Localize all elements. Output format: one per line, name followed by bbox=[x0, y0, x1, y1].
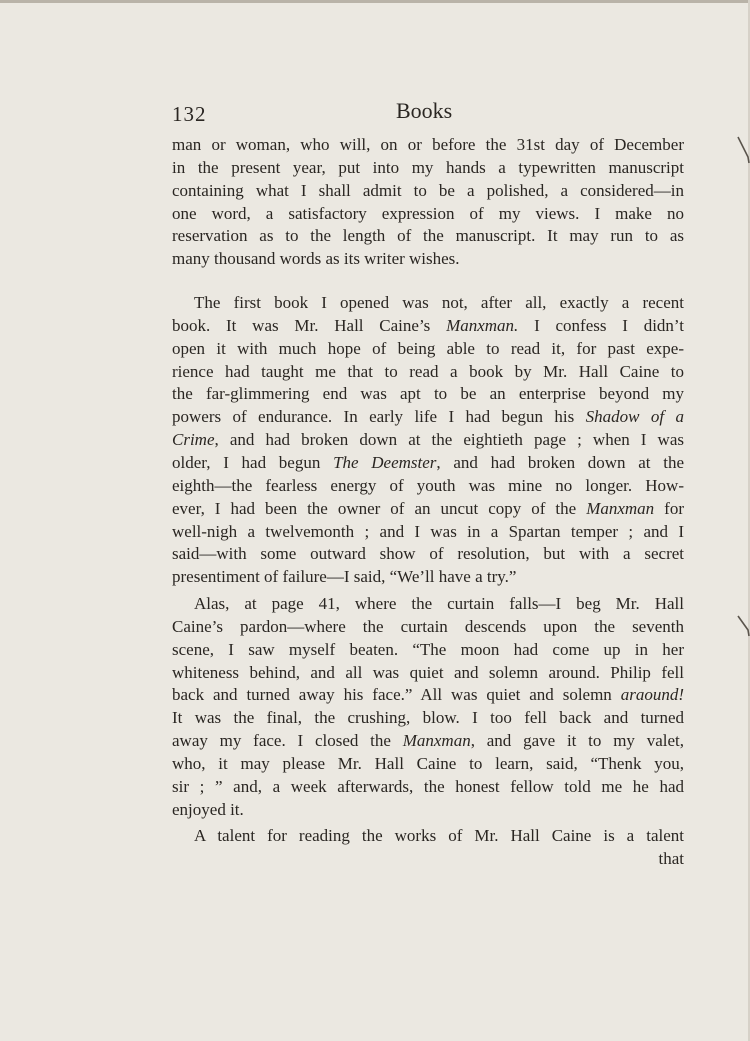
book-title: Shadow of a bbox=[585, 407, 685, 427]
text-line: It was the final, the crushing, blow. I too fell back and turned bbox=[172, 708, 684, 728]
text-line: who, it may please Mr. Hall Caine to learn, said, “Thenk you, bbox=[172, 753, 684, 773]
margin-mark bbox=[736, 135, 750, 165]
text-line: enjoyed it. bbox=[172, 799, 244, 819]
text-line: A talent for reading the works of Mr. Hall Caine is a talent bbox=[194, 826, 684, 846]
text-line: containing what I shall admit to be a polished, a considered—in bbox=[172, 180, 684, 200]
text-line: rience had taught me that to read a book by Mr. Hall Caine to bbox=[172, 361, 684, 381]
text-line: presentiment of failure—I said, “We’ll have a try.” bbox=[172, 567, 517, 587]
text-line: Crime, and had broken down at the eightieth page ; when I was bbox=[172, 430, 684, 450]
page-edge bbox=[0, 0, 750, 3]
text-line: sir ; ” and, a week afterwards, the honest fellow told me he had bbox=[172, 776, 684, 796]
book-title: Manxman bbox=[402, 731, 471, 751]
text-line: older, I had begun The Deemster, and had broken down at the bbox=[172, 452, 684, 472]
text-line: ever, I had been the owner of an uncut copy of the Manxman for bbox=[172, 498, 684, 518]
book-title: The Deemster bbox=[333, 452, 437, 472]
text-line: many thousand words as its writer wishes. bbox=[172, 249, 460, 269]
catchword: that bbox=[658, 849, 684, 869]
text-line: back and turned away his face.” All was quiet and solemn araound! bbox=[172, 685, 684, 705]
text-line: one word, a satisfactory expression of my views. I make no bbox=[172, 203, 684, 223]
running-head: Books bbox=[396, 98, 453, 123]
text-line: scene, I saw myself beaten. “The moon had come up in her bbox=[172, 639, 684, 659]
text-line: The first book I opened was not, after all, exactly a recent bbox=[194, 293, 684, 313]
text-line: Caine’s pardon—where the curtain descends upon the seventh bbox=[172, 616, 684, 636]
text-line: the far-glimmering end was apt to be an enterprise beyond my bbox=[172, 384, 684, 404]
body-text bbox=[172, 134, 684, 871]
margin-mark bbox=[736, 612, 750, 642]
text-line: in the present year, put into my hands a typewritten manuscript bbox=[172, 157, 684, 177]
text-line: reservation as to the length of the manuscript. It may run to as bbox=[172, 226, 684, 246]
text-line: open it with much hope of being able to read it, for past expe- bbox=[172, 338, 684, 358]
book-title: Crime bbox=[172, 430, 215, 450]
paragraph bbox=[172, 292, 684, 589]
page-number: 132 bbox=[172, 102, 207, 126]
paragraph-gap bbox=[172, 271, 684, 292]
book-title: Manxman. bbox=[446, 315, 519, 335]
book-title: Manxman bbox=[586, 498, 655, 518]
text-line: man or woman, who will, on or before the 31st day of December bbox=[172, 135, 684, 154]
text-line: away my face. I closed the Manxman, and gave it to my valet, bbox=[172, 731, 684, 751]
text-line: said—with some outward show of resolution, but with a secret bbox=[172, 544, 684, 564]
text-line: powers of endurance. In early life I had begun his Shadow of a bbox=[172, 407, 685, 427]
paragraph bbox=[172, 593, 684, 821]
paragraph bbox=[172, 825, 684, 871]
text-line: well-nigh a twelvemonth ; and I was in a Spartan temper ; and I bbox=[172, 521, 684, 541]
paragraph bbox=[172, 134, 684, 271]
text-line: whiteness behind, and all was quiet and solemn around. Philip fell bbox=[172, 662, 684, 682]
text-line: book. It was Mr. Hall Caine’s Manxman. I confess I didn’t bbox=[172, 315, 684, 335]
text-line: eighth—the fearless energy of youth was mine no longer. How- bbox=[172, 475, 684, 495]
quoted-word: araound! bbox=[620, 685, 684, 705]
text-line: Alas, at page 41, where the curtain falls—I beg Mr. Hall bbox=[194, 594, 684, 614]
page-header bbox=[172, 98, 684, 128]
